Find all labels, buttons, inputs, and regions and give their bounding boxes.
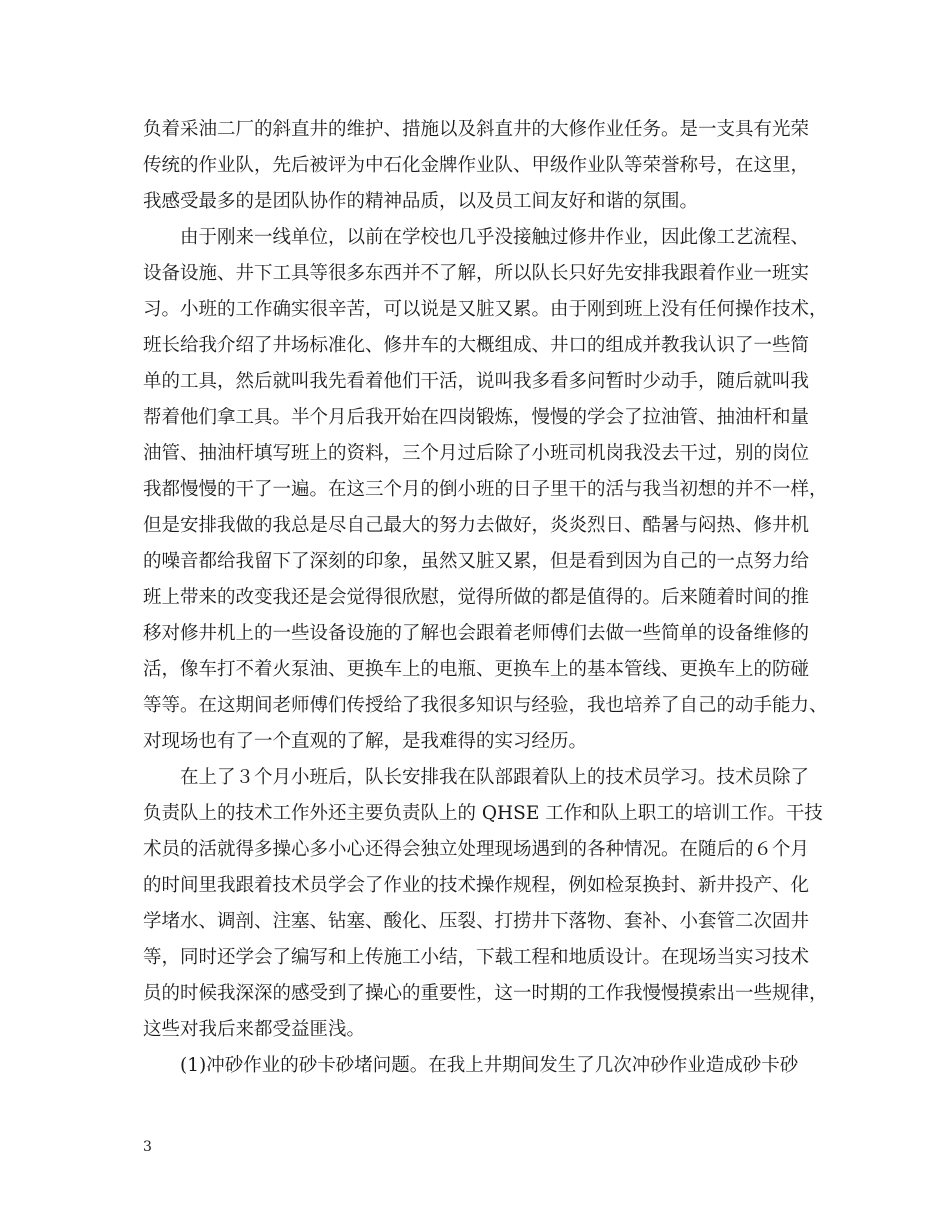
text-line: 等，同时还学会了编写和上传施工小结，下载工程和地质设计。在现场当实习技术 [143,947,810,968]
page-number: 3 [143,1139,152,1155]
text-line: 我感受最多的是团队协作的精神品质，以及员工间友好和谐的氛围。 [143,191,699,212]
text-line: 设备设施、井下工具等很多东西并不了解，所以队长只好先安排我跟着作业一班实 [143,263,810,284]
text-line: 传统的作业队，先后被评为中石化金牌作业队、甲级作业队等荣誉称号，在这里， [143,155,810,176]
text-line: 负责队上的技术工作外还主要负责队上的 QHSE 工作和队上职工的培训工作。干技 [143,803,823,824]
text-line: 这些对我后来都受益匪浅。 [143,1019,366,1040]
text-line: 习。小班的工作确实很辛苦，可以说是又脏又累。由于刚到班上没有任何操作技术， [143,299,828,320]
text-line: 的时间里我跟着技术员学会了作业的技术操作规程，例如检泵换封、新井投产、化 [143,875,810,896]
text-line: 负着采油二厂的斜直井的维护、措施以及斜直井的大修作业任务。是一支具有光荣 [143,119,810,140]
text-line: 我都慢慢的干了一遍。在这三个月的倒小班的日子里干的活与我当初想的并不一样， [143,479,828,500]
text-line: 活，像车打不着火泵油、更换车上的电瓶、更换车上的基本管线、更换车上的防碰 [143,659,810,680]
text-line: 术员的活就得多操心多小心还得会独立处理现场遇到的各种情况。在随后的６个月 [143,839,810,860]
text-line: 但是安排我做的我总是尽自己最大的努力去做好，炎炎烈日、酷暑与闷热、修井机 [143,515,810,536]
text-line: 油管、抽油杆填写班上的资料，三个月过后除了小班司机岗我没去干过，别的岗位 [143,443,810,464]
text-line: 员的时候我深深的感受到了操心的重要性，这一时期的工作我慢慢摸索出一些规律， [143,983,828,1004]
text-line: 班上带来的改变我还是会觉得很欣慰，觉得所做的都是值得的。后来随着时间的推 [143,587,810,608]
text-line: 在上了３个月小班后，队长安排我在队部跟着队上的技术员学习。技术员除了 [143,767,810,788]
text-line: 移对修井机上的一些设备设施的了解也会跟着老师傅们去做一些简单的设备维修的 [143,623,810,644]
text-line: 的噪音都给我留下了深刻的印象，虽然又脏又累，但是看到因为自己的一点努力给 [143,551,810,572]
text-line: 帮着他们拿工具。半个月后我开始在四岗锻炼，慢慢的学会了拉油管、抽油杆和量 [143,407,810,428]
text-line: (1)冲砂作业的砂卡砂堵问题。在我上井期间发生了几次冲砂作业造成砂卡砂 [143,1055,799,1076]
text-line: 由于刚来一线单位，以前在学校也几乎没接触过修井作业，因此像工艺流程、 [143,227,810,248]
text-line: 学堵水、调剖、注塞、钻塞、酸化、压裂、打捞井下落物、套补、小套管二次固井 [143,911,810,932]
text-line: 班长给我介绍了井场标准化、修井车的大概组成、井口的组成并教我认识了一些简 [143,335,810,356]
text-line: 单的工具，然后就叫我先看着他们干活，说叫我多看多问暂时少动手，随后就叫我 [143,371,810,392]
text-line: 等等。在这期间老师傅们传授给了我很多知识与经验，我也培养了自己的动手能力、 [143,695,828,716]
text-line: 对现场也有了一个直观的了解，是我难得的实习经历。 [143,731,588,752]
